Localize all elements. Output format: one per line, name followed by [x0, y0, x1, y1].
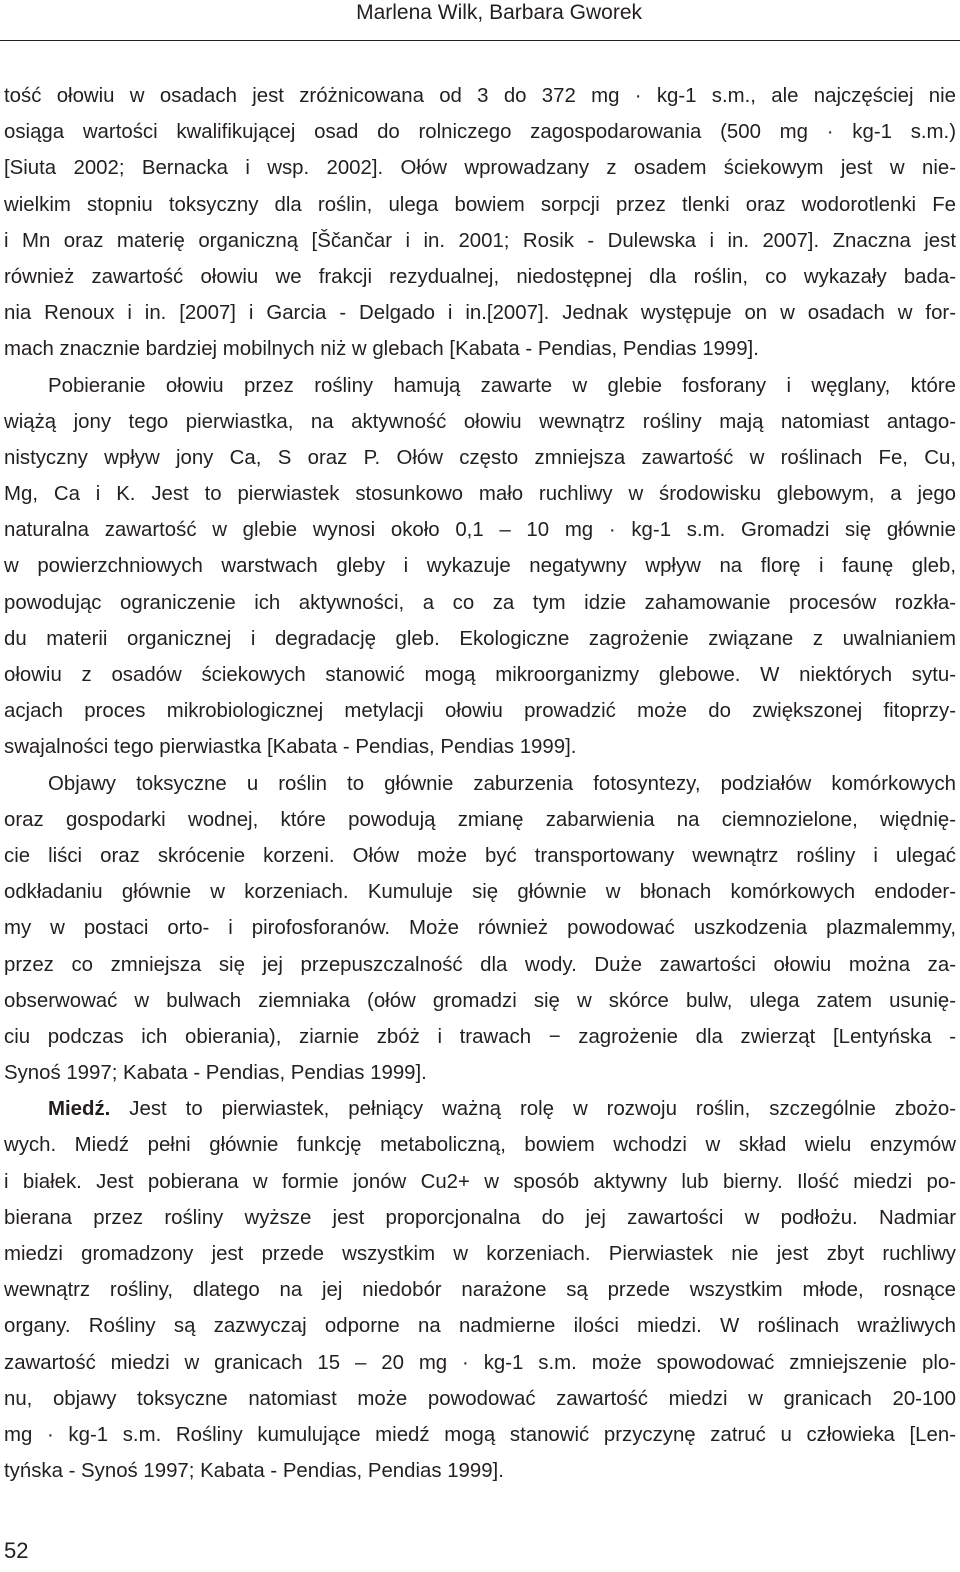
text-line	[4, 1091, 956, 1127]
paragraph-copper	[4, 1091, 956, 1489]
text-line: bierana przez rośliny wyższe jest proporcjonalna do jej zawartości w podłożu. Nadmiar	[4, 1206, 956, 1229]
text-line: miedzi gromadzony jest przede wszystkim w korzeniach. Pierwiastek nie jest zbyt ruchliwy	[4, 1243, 956, 1265]
text-line: w powierzchniowych warstwach gleby i wykazuje negatywny wpływ na florę i faunę gleb,	[4, 555, 956, 578]
section-lead-copper: Miedź.	[48, 1098, 111, 1121]
text-line: Mg, Ca i K. Jest to pierwiastek stosunkowo mało ruchliwy w środowisku glebowym, a jego	[4, 483, 956, 506]
text-line: ciu podczas ich obierania), ziarnie zbóż i trawach − zagrożenie dla zwierząt [Lentyńska -	[4, 1025, 956, 1048]
text-line: wielkim stopniu toksyczny dla roślin, ulega bowiem sorpcji przez tlenki oraz wodorotlenki Fe	[4, 193, 956, 216]
text-line: nistyczny wpływ jony Ca, S oraz P. Ołów często zmniejsza zawartość w roślinach Fe, Cu,	[4, 446, 956, 469]
text-line: przez co zmniejsza się jej przepuszczalność dla wody. Duże zawartości ołowiu można za-	[4, 953, 956, 976]
text-line: tyńska - Synoś 1997; Kabata - Pendias, Pendias 1999].	[4, 1460, 504, 1483]
text-line: zawartość miedzi w granicach 15 – 20 mg · kg-1 s.m. może spowodować zmniejszenie plo-	[4, 1351, 956, 1374]
paragraph-lead-uptake	[4, 368, 956, 766]
text-line: i białek. Jest pobierana w formie jonów Cu2+ w sposób aktywny lub bierny. Ilość miedzi po-	[4, 1170, 956, 1193]
text-line: my w postaci orto- i pirofosforanów. Może również powodować uszkodzenia plazmalemmy,	[4, 917, 956, 940]
page-number: 52	[4, 1538, 29, 1563]
text-line: Pobieranie ołowiu przez rośliny hamują zawarte w glebie fosforany i węglany, które	[48, 374, 956, 397]
paragraph-lead-content-continued	[4, 78, 956, 368]
text-line: nu, objawy toksyczne natomiast może powodować zawartość miedzi w granicach 20-100	[4, 1387, 956, 1410]
paragraph-lead-toxicity	[4, 766, 956, 1092]
text-line: również zawartość ołowiu we frakcji rezydualnej, niedostępnej dla roślin, co wykazały bada-	[4, 265, 956, 288]
text-line: [Siuta 2002; Bernacka i wsp. 2002]. Ołów wprowadzany z osadem ściekowym jest w nie-	[4, 157, 956, 180]
text-line: acjach proces mikrobiologicznej metylacji ołowiu prowadzić może do zwiększonej fitoprzy-	[4, 700, 956, 723]
text-line: powodując ograniczenie ich aktywności, a co za tym idzie zahamowanie procesów rozkła-	[4, 591, 956, 614]
text-line: mg · kg-1 s.m. Rośliny kumulujące miedź mogą stanowić przyczynę zatruć u człowieka [Len-	[4, 1423, 956, 1446]
text-line: obserwować w bulwach ziemniaka (ołów gromadzi się w skórce bulw, ulega zatem usunię-	[4, 989, 956, 1012]
text-line: du materii organicznej i degradację gleb. Ekologiczne zagrożenie związane z uwalnianiem	[4, 627, 956, 650]
text-line: Synoś 1997; Kabata - Pendias, Pendias 1999].	[4, 1062, 427, 1085]
running-header	[0, 0, 960, 41]
article-body	[4, 78, 956, 1489]
text-line: oraz gospodarki wodnej, które powodują zmianę zabarwienia na ciemnozielone, więdnię-	[4, 808, 956, 831]
text-line: i Mn oraz materię organiczną [Ščančar i in. 2001; Rosik - Dulewska i in. 2007]. Znaczna jest	[4, 229, 956, 252]
text-line: tość ołowiu w osadach jest zróżnicowana od 3 do 372 mg · kg-1 s.m., ale najczęściej nie	[4, 85, 956, 107]
text-line: nia Renoux i in. [2007] i Garcia - Delgado i in.[2007]. Jednak występuje on w osadach w for-	[4, 302, 956, 325]
text-line-rest: Jest to pierwiastek, pełniący ważną rolę w rozwoju roślin, szczególnie zbożo-	[110, 1098, 956, 1121]
text-line: odkładaniu głównie w korzeniach. Kumuluje się głównie w błonach komórkowych endoder-	[4, 881, 956, 904]
header-authors: Marlena Wilk, Barbara Gworek	[356, 1, 642, 24]
text-line: swajalności tego pierwiastka [Kabata - Pendias, Pendias 1999].	[4, 736, 577, 759]
text-line: wewnątrz rośliny, dlatego na jej niedobór narażone są przede wszystkim młode, rosnące	[4, 1279, 956, 1302]
text-line: Objawy toksyczne u roślin to głównie zaburzenia fotosyntezy, podziałów komórkowych	[48, 772, 956, 795]
text-line: wiążą jony tego pierwiastka, na aktywność ołowiu wewnątrz rośliny mają natomiast antago-	[4, 410, 956, 433]
text-line: naturalna zawartość w glebie wynosi około 0,1 – 10 mg · kg-1 s.m. Gromadzi się głównie	[4, 519, 956, 542]
text-line: ołowiu z osadów ściekowych stanowić mogą mikroorganizmy glebowe. W niektórych sytu-	[4, 664, 956, 686]
text-line: osiąga wartości kwalifikującej osad do rolniczego zagospodarowania (500 mg · kg-1 s.m.)	[4, 121, 956, 144]
text-line: cie liści oraz skrócenie korzeni. Ołów może być transportowany wewnątrz rośliny i ulegać	[4, 844, 956, 867]
text-line: organy. Rośliny są zazwyczaj odporne na nadmierne ilości miedzi. W roślinach wrażliwych	[4, 1315, 956, 1338]
text-line: wych. Miedź pełni głównie funkcję metaboliczną, bowiem wchodzi w skład wielu enzymów	[4, 1134, 956, 1157]
text-line: mach znacznie bardziej mobilnych niż w glebach [Kabata - Pendias, Pendias 1999].	[4, 338, 759, 361]
